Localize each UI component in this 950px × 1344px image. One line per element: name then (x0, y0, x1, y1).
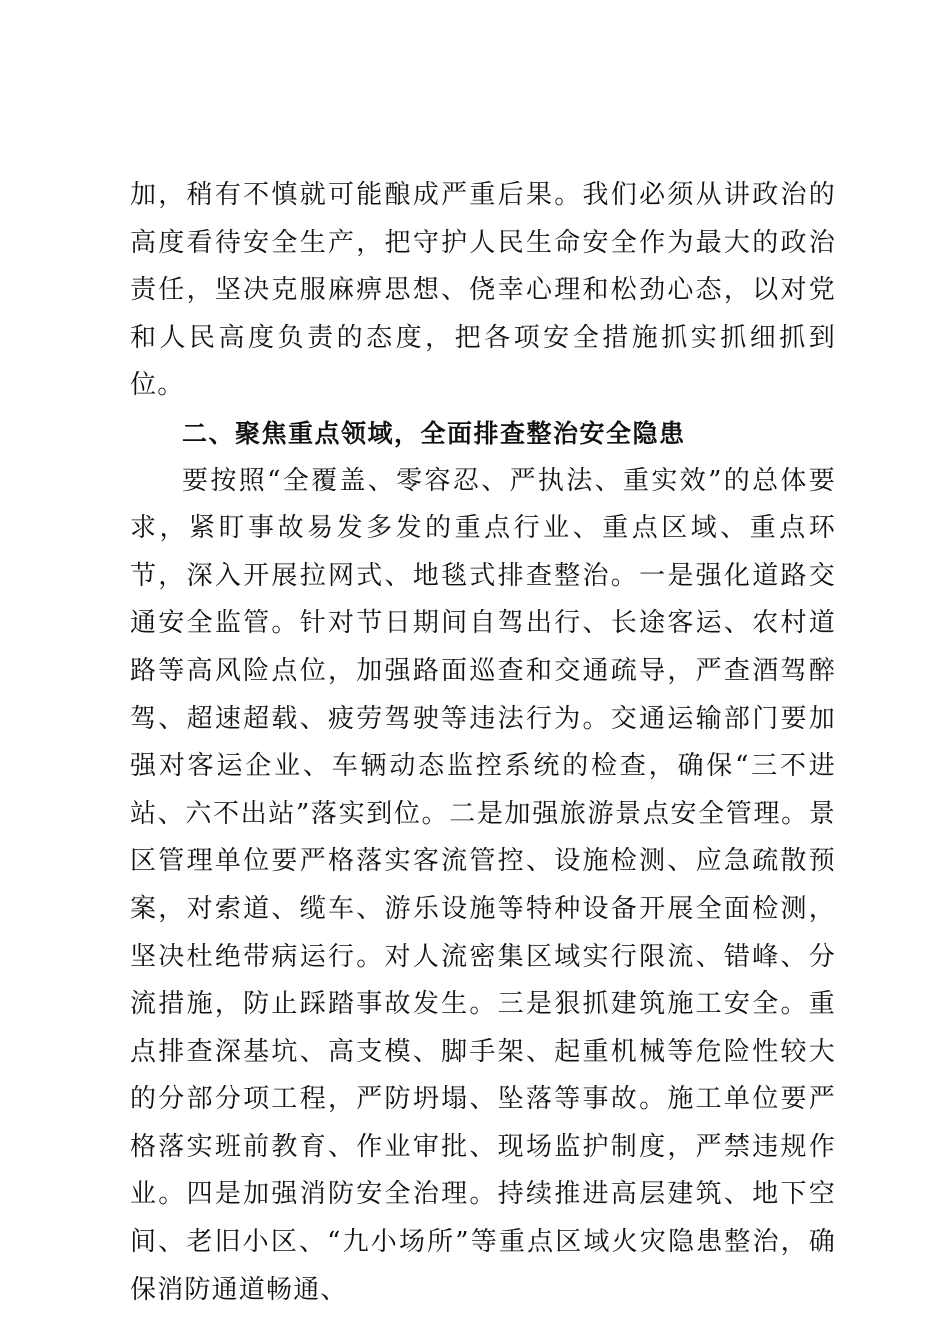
section-heading: 二、聚焦重点领域，全面排查整治安全隐患 (182, 418, 686, 448)
document-body (130, 172, 836, 1314)
section-body-paragraph: 要按照“全覆盖、零容忍、严执法、重实效”的总体要求，紧盯事故易发多发的重点行业、重点区域、重点环节，深入开展拉网式、地毯式排查整治。一是强化道路交通安全监管。针对节日期间自驾出行、长途客运、农村道路等高风险点位，加强路面巡查和交通疏导，严查酒驾醉驾、超速超载、疲劳驾驶等违法行为。交通运输部门要加强对客运企业、车辆动态监控系统的检查，确保“三不进站、六不出站”落实到位。二是加强旅游景点安全管理。景区管理单位要严格落实客流管控、设施检测、应急疏散预案，对索道、缆车、游乐设施等特种设备开展全面检测，坚决杜绝带病运行。对人流密集区域实行限流、错峰、分流措施，防止踩踏事故发生。三是狠抓建筑施工安全。重点排查深基坑、高支模、脚手架、起重机械等危险性较大的分部分项工程，严防坍塌、坠落等事故。施工单位要严格落实班前教育、作业审批、现场监护制度，严禁违规作业。四是加强消防安全治理。持续推进高层建筑、地下空间、老旧小区、“九小场所”等重点区域火灾隐患整治，确保消防通道畅通、 (130, 465, 836, 1305)
paragraph-continuation: 加，稍有不慎就可能酿成严重后果。我们必须从讲政治的高度看待安全生产，把守护人民生命安全作为最大的政治责任，坚决克服麻痹思想、侥幸心理和松劲心态，以对党和人民高度负责的态度，把各项安全措施抓实抓细抓到位。 (130, 180, 836, 401)
